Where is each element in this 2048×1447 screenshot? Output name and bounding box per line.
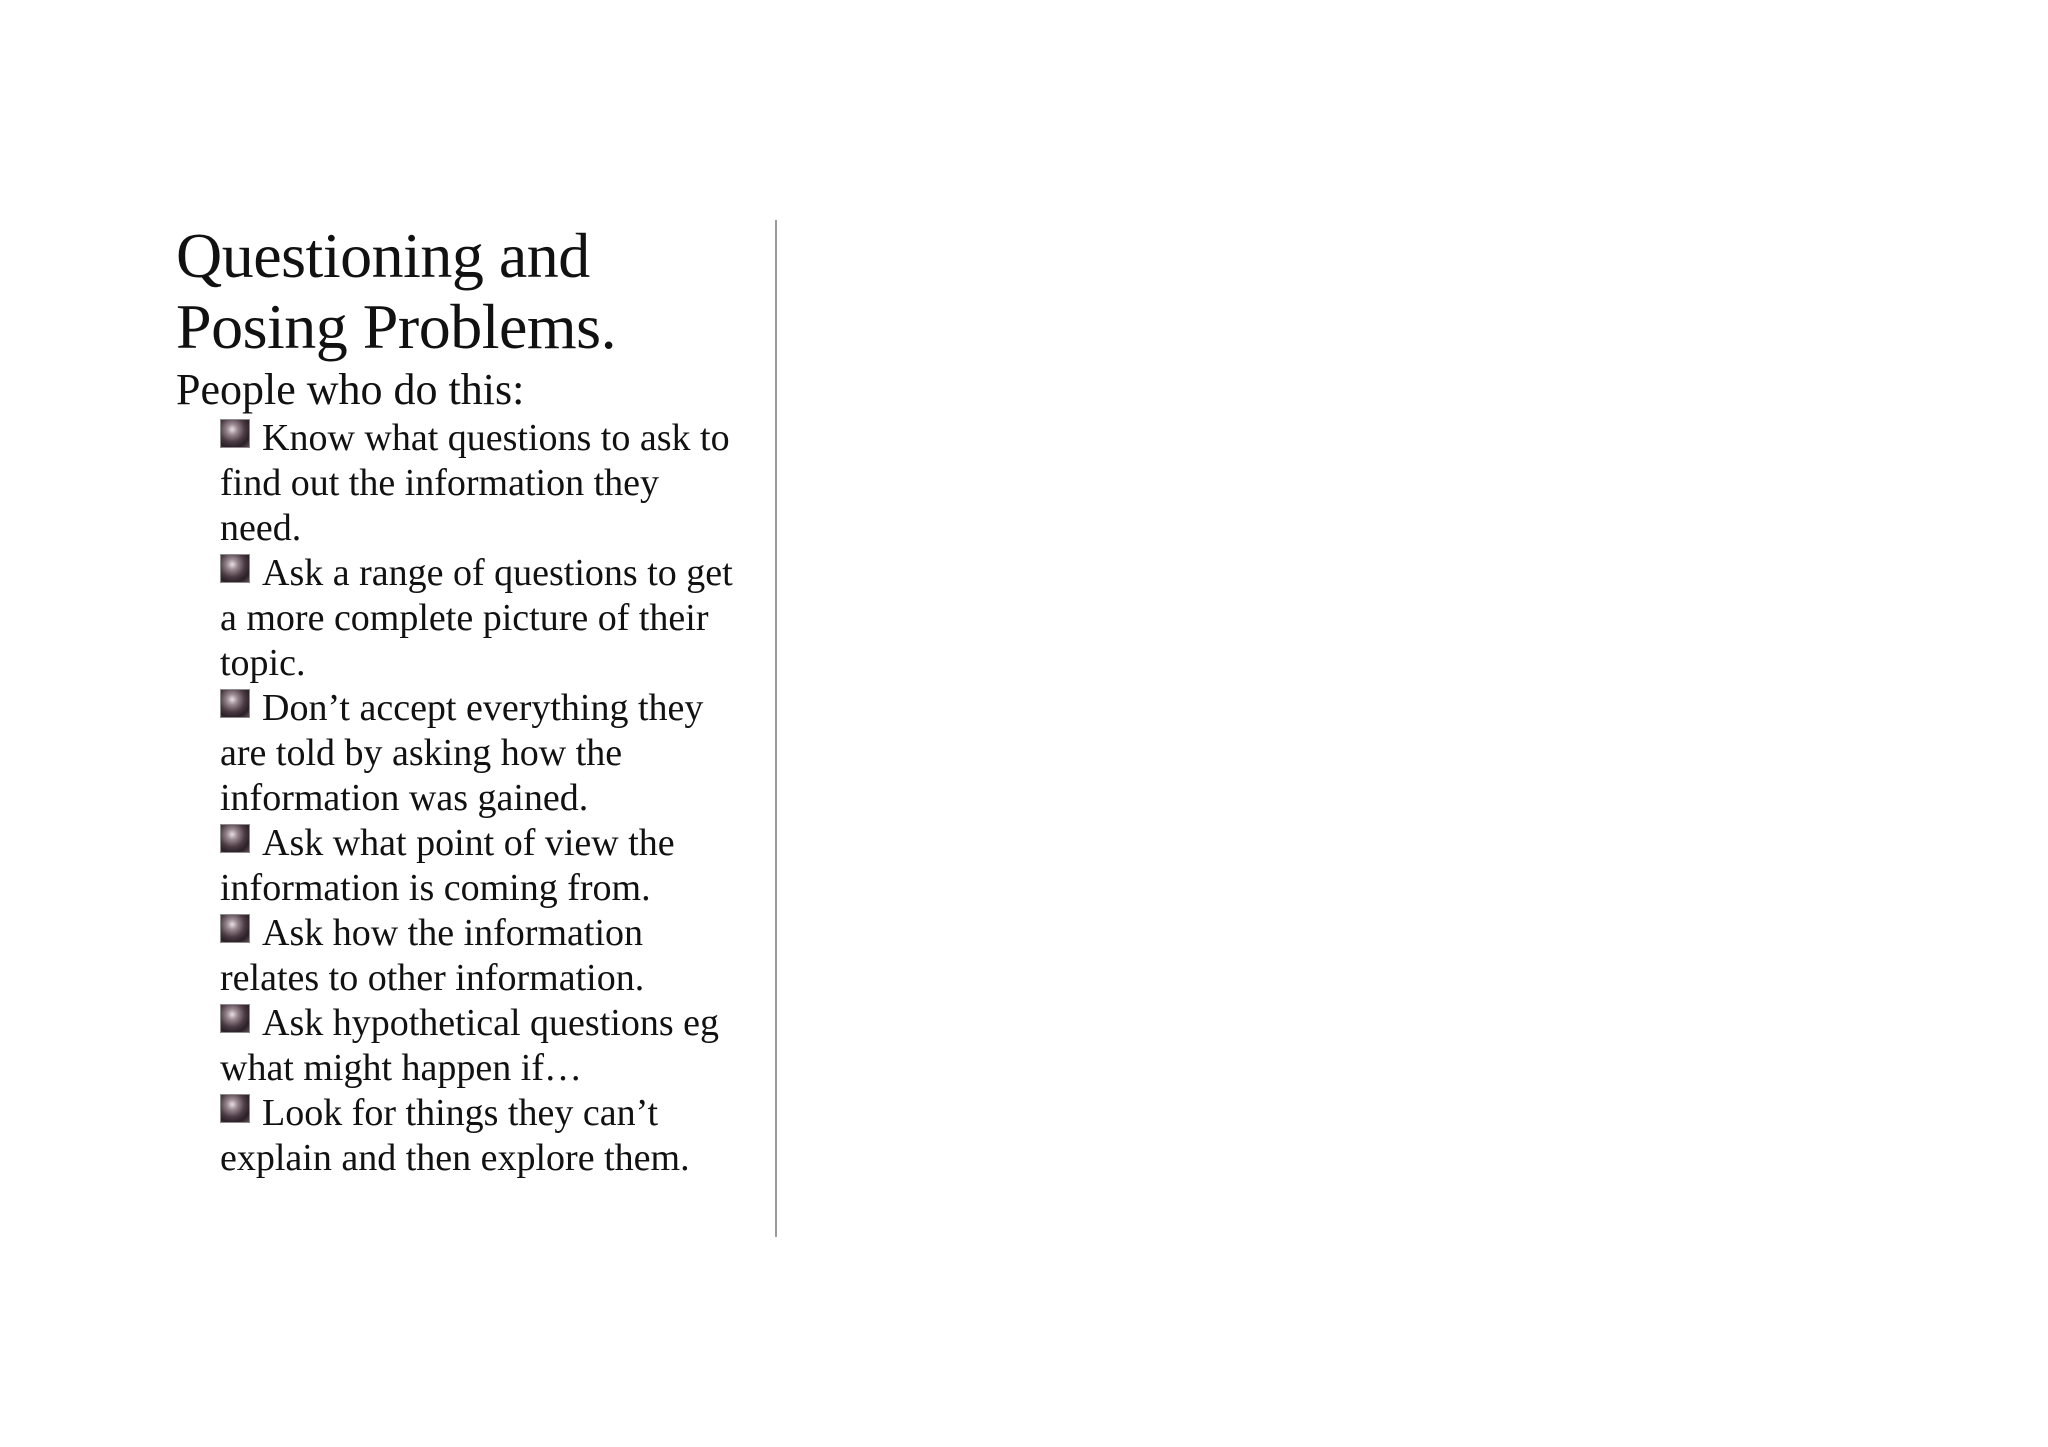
sphere-bullet-icon	[220, 824, 250, 853]
list-item	[220, 686, 740, 821]
title-line-1: Questioning and	[176, 220, 590, 291]
list-item	[220, 821, 740, 911]
content-column	[176, 220, 736, 1181]
list-item	[220, 1001, 740, 1091]
list-item-text: Ask hypothetical questions eg what might happen if…	[220, 1002, 719, 1089]
list-item	[220, 416, 740, 551]
column-divider	[775, 220, 777, 1237]
title-line-2: Posing Problems.	[176, 291, 617, 362]
list-item	[220, 1091, 740, 1181]
list-item	[220, 551, 740, 686]
list-item-text: Ask how the information relates to other information.	[220, 912, 645, 999]
sphere-bullet-icon	[220, 1094, 250, 1123]
sphere-bullet-icon	[220, 689, 250, 718]
sphere-bullet-icon	[220, 419, 250, 448]
bullet-list	[220, 416, 740, 1181]
sphere-bullet-icon	[220, 914, 250, 943]
list-item-text: Don’t accept everything they are told by asking how the information was gained.	[220, 687, 704, 819]
list-item-text: Know what questions to ask to find out the information they need.	[220, 417, 730, 549]
page-title	[176, 220, 736, 362]
list-item-text: Ask what point of view the information is coming from.	[220, 822, 675, 909]
list-item-text: Look for things they can’t explain and then explore them.	[220, 1092, 690, 1179]
list-item-text: Ask a range of questions to get a more complete picture of their topic.	[220, 552, 733, 684]
list-item	[220, 911, 740, 1001]
sphere-bullet-icon	[220, 1004, 250, 1033]
sphere-bullet-icon	[220, 554, 250, 583]
intro-text: People who do this:	[176, 365, 525, 414]
